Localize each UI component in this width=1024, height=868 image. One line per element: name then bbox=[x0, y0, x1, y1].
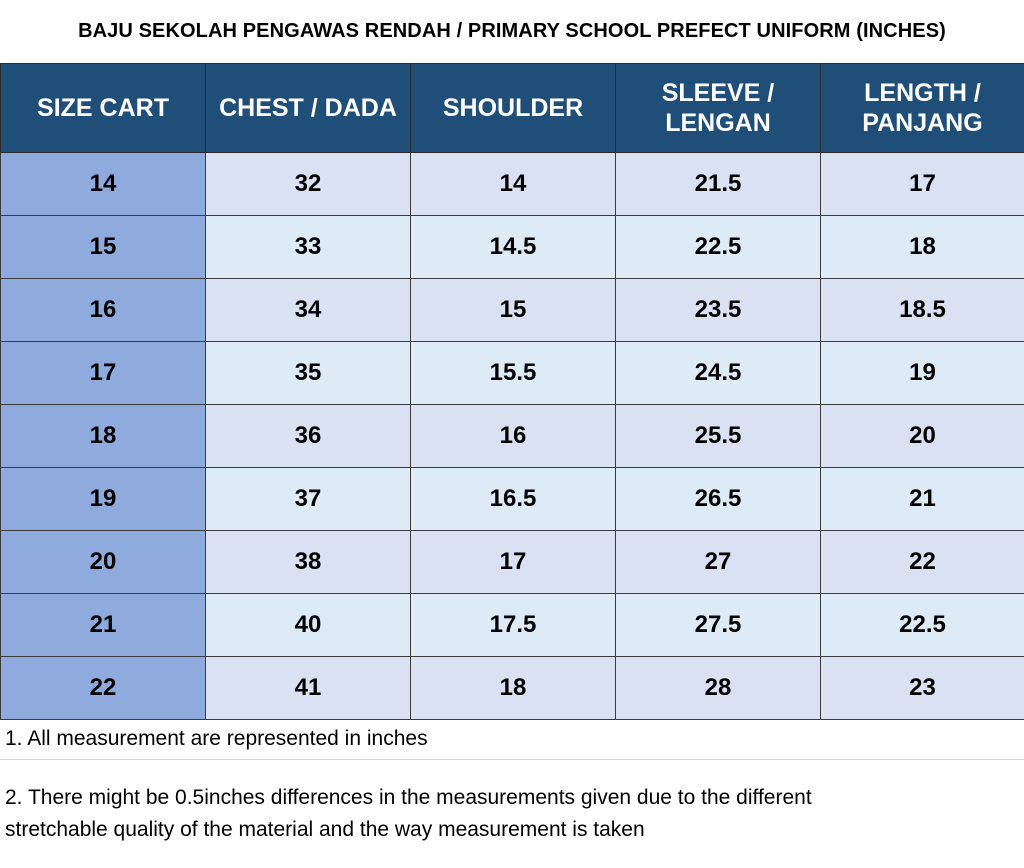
chest-cell: 37 bbox=[206, 468, 411, 531]
size-cell: 15 bbox=[1, 216, 206, 279]
size-cell: 22 bbox=[1, 657, 206, 720]
shoulder-cell: 15 bbox=[411, 279, 616, 342]
note-difference-line-1: 2. There might be 0.5inches differences in the measurements given due to the different bbox=[5, 786, 812, 809]
header-chest bbox=[206, 64, 411, 153]
shoulder-cell: 17 bbox=[411, 531, 616, 594]
size-table bbox=[0, 63, 1024, 720]
chest-cell: 40 bbox=[206, 594, 411, 657]
header-sleeve bbox=[616, 64, 821, 153]
note-difference bbox=[0, 782, 1024, 846]
sleeve-cell: 23.5 bbox=[616, 279, 821, 342]
table-body bbox=[1, 153, 1024, 720]
length-cell: 18.5 bbox=[821, 279, 1024, 342]
sleeve-cell: 22.5 bbox=[616, 216, 821, 279]
note-inches-text: 1. All measurement are represented in inches bbox=[5, 727, 428, 750]
note-difference-line-2: stretchable quality of the material and the way measurement is taken bbox=[5, 818, 645, 841]
sleeve-cell: 28 bbox=[616, 657, 821, 720]
header-shoulder bbox=[411, 64, 616, 153]
table-row bbox=[1, 531, 1024, 594]
note-inches bbox=[0, 719, 1024, 760]
sleeve-cell: 24.5 bbox=[616, 342, 821, 405]
header-label-line: PANJANG bbox=[862, 109, 983, 137]
table-row bbox=[1, 657, 1024, 720]
header-length bbox=[821, 64, 1024, 153]
table-row bbox=[1, 216, 1024, 279]
size-cell: 18 bbox=[1, 405, 206, 468]
shoulder-cell: 16 bbox=[411, 405, 616, 468]
table-row bbox=[1, 153, 1024, 216]
header-label-line: SLEEVE / bbox=[661, 79, 775, 107]
header-label-line: SIZE CART bbox=[37, 94, 169, 122]
size-cell: 17 bbox=[1, 342, 206, 405]
size-cell: 19 bbox=[1, 468, 206, 531]
chest-cell: 33 bbox=[206, 216, 411, 279]
chest-cell: 38 bbox=[206, 531, 411, 594]
size-cell: 14 bbox=[1, 153, 206, 216]
sleeve-cell: 21.5 bbox=[616, 153, 821, 216]
sleeve-cell: 27 bbox=[616, 531, 821, 594]
shoulder-cell: 15.5 bbox=[411, 342, 616, 405]
table-row bbox=[1, 279, 1024, 342]
table-row bbox=[1, 405, 1024, 468]
header-row bbox=[1, 64, 1024, 153]
sleeve-cell: 27.5 bbox=[616, 594, 821, 657]
sleeve-cell: 26.5 bbox=[616, 468, 821, 531]
chest-cell: 41 bbox=[206, 657, 411, 720]
chart-title: BAJU SEKOLAH PENGAWAS RENDAH / PRIMARY SCHOOL PREFECT UNIFORM (INCHES) bbox=[0, 0, 1024, 64]
header-label-line: SHOULDER bbox=[442, 94, 584, 122]
header-label-line: CHEST / DADA bbox=[219, 94, 397, 122]
length-cell: 22 bbox=[821, 531, 1024, 594]
table-row bbox=[1, 342, 1024, 405]
chest-cell: 34 bbox=[206, 279, 411, 342]
header-label-line: LENGAN bbox=[665, 109, 771, 137]
header-label-line: LENGTH / bbox=[864, 79, 981, 107]
shoulder-cell: 17.5 bbox=[411, 594, 616, 657]
size-cell: 16 bbox=[1, 279, 206, 342]
header-size-cart bbox=[1, 64, 206, 153]
size-cell: 20 bbox=[1, 531, 206, 594]
length-cell: 20 bbox=[821, 405, 1024, 468]
table-header bbox=[1, 64, 1024, 153]
length-cell: 21 bbox=[821, 468, 1024, 531]
shoulder-cell: 14 bbox=[411, 153, 616, 216]
shoulder-cell: 18 bbox=[411, 657, 616, 720]
length-cell: 17 bbox=[821, 153, 1024, 216]
chest-cell: 35 bbox=[206, 342, 411, 405]
size-cell: 21 bbox=[1, 594, 206, 657]
sleeve-cell: 25.5 bbox=[616, 405, 821, 468]
chest-cell: 36 bbox=[206, 405, 411, 468]
table-row bbox=[1, 594, 1024, 657]
shoulder-cell: 14.5 bbox=[411, 216, 616, 279]
length-cell: 22.5 bbox=[821, 594, 1024, 657]
length-cell: 19 bbox=[821, 342, 1024, 405]
length-cell: 18 bbox=[821, 216, 1024, 279]
shoulder-cell: 16.5 bbox=[411, 468, 616, 531]
chest-cell: 32 bbox=[206, 153, 411, 216]
table-row bbox=[1, 468, 1024, 531]
length-cell: 23 bbox=[821, 657, 1024, 720]
